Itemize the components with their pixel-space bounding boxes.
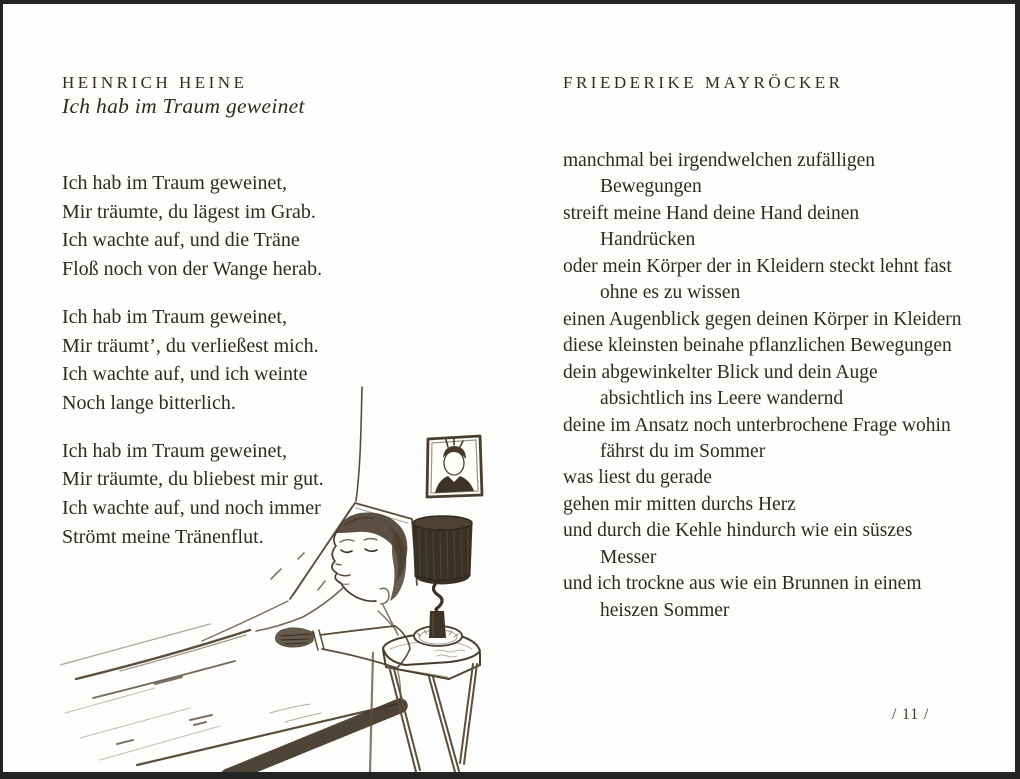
bed-fringe (228, 700, 402, 772)
bed-illustration (60, 383, 522, 772)
poem-line: ohne es zu wissen (600, 282, 741, 304)
stanza-1 (62, 169, 324, 284)
poem-line: heiszen Sommer (600, 599, 730, 621)
poem-line: und ich trockne aus wie ein Brunnen in einem (563, 573, 922, 595)
left-poem-title: Ich hab im Traum geweinet (62, 94, 305, 118)
poem-line: absichtlich ins Leere wandernd (600, 388, 844, 410)
poem-line: Ich wachte auf, und die Träne (62, 229, 300, 252)
right-poem-author: FRIEDERIKE MAYRÖCKER (563, 73, 844, 92)
poem-line: manchmal bei irgendwelchen zufälligen (563, 150, 876, 171)
poem-line: streift meine Hand deine Hand deinen (563, 202, 860, 224)
poem-line: einen Augenblick gegen deinen Körper in Kleidern (563, 308, 962, 330)
poem-line: was liest du gerade (563, 467, 712, 489)
poem-line: deine im Ansatz noch unterbrochene Frage wohin (563, 414, 951, 436)
poem-line: Noch lange bitterlich. (62, 391, 236, 414)
poem-line: fährst du im Sommer (600, 440, 766, 462)
poem-line: dein abgewinkelter Blick und dein Auge (563, 361, 878, 383)
poem-line: diese kleinsten beinahe pflanzlichen Bewegungen (563, 335, 952, 357)
poem-line: Strömt meine Tränenflut. (62, 525, 264, 548)
poem-line: Ich wachte auf, und ich weinte (62, 363, 308, 386)
table-lamp-icon (413, 516, 472, 646)
poem-line: oder mein Körper der in Kleidern steckt lehnt fast (563, 255, 952, 277)
poem-line: Mir träumt’, du verließest mich. (62, 334, 319, 357)
poem-line: und durch die Kehle hindurch wie ein süszes (563, 520, 913, 542)
blanket (60, 601, 401, 765)
hand (276, 628, 314, 647)
poem-line: Ich hab im Traum geweinet, (62, 439, 287, 462)
poem-line: Ich hab im Traum geweinet, (62, 305, 287, 328)
left-poem-author: HEINRICH HEINE (62, 73, 248, 92)
poem-line: Ich hab im Traum geweinet, (62, 172, 287, 194)
lamp-cord (356, 387, 362, 501)
page-number: / 11 / (892, 706, 930, 723)
poem-line: Handrücken (600, 229, 696, 251)
framed-portrait-icon (427, 436, 482, 497)
poem-line: Mir träumte, du bliebest mir gut. (62, 468, 324, 491)
poem-line: Floß noch von der Wange herab. (62, 258, 323, 281)
right-poem-body (563, 148, 1015, 624)
poem-line: Messer (600, 546, 657, 568)
poem-line: Mir träumte, du lägest im Grab. (62, 200, 316, 223)
poem-line: Bewegungen (600, 176, 702, 198)
book-spread (3, 4, 1015, 772)
poem-line: gehen mir mitten durchs Herz (563, 493, 796, 515)
poem-line: Ich wachte auf, und noch immer (62, 497, 321, 520)
